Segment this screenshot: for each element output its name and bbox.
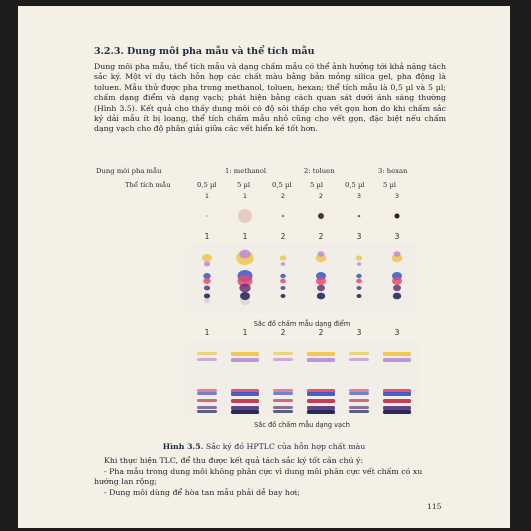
tlc-band-red [349,399,369,402]
spot-plate-caption: Sắc đồ chấm mẫu dạng điểm [253,320,351,328]
lane-number: 3 [394,328,400,337]
tlc-spot-violet [318,251,325,257]
lane-number: 3 [356,328,362,337]
sample-application-dot [395,214,400,219]
tlc-plate-spots [186,243,418,313]
sample-application-dot [358,215,361,218]
tlc-band-blue [231,392,259,396]
volume-label: 0,5 µl [272,181,292,189]
tlc-band-red [197,399,217,402]
lane-number: 2 [280,328,286,337]
tlc-spot-violet [239,250,250,259]
volume-row-label: Thể tích mẫu [125,181,171,189]
tlc-band-orange [273,352,293,355]
tlc-spot-yellow [280,255,287,260]
tlc-band-pink [349,389,369,392]
tlc-band-violet [349,358,369,361]
solvent-hexane-label: 3: hexan [378,167,408,175]
sample-application-dot [206,215,208,217]
tlc-spot-purple [357,286,362,290]
tlc-spot-violet [204,262,210,267]
tlc-band-purple [197,406,217,409]
lane-number: 2 [318,192,324,200]
tlc-band-blue [383,392,411,396]
lane-number: 1 [204,232,210,241]
tlc-spot-navy [357,294,362,298]
lane-number: 3 [394,192,400,200]
tlc-spot-purple [239,284,250,293]
tlc-band-navy [349,410,369,413]
tlc-band-blue [307,392,335,396]
lane-number: 2 [280,192,286,200]
tlc-band-blue [349,392,369,395]
tlc-band-navy [197,410,217,413]
tlc-spot-navy [204,294,210,299]
figure-title: Sắc ký đồ HPTLC của hỗn hợp chất màu [203,442,366,451]
tlc-spot-purple [281,286,286,290]
tlc-spot-purple [317,285,325,291]
lane-number: 3 [394,232,400,241]
lane-number: 1 [242,192,248,200]
tlc-band-red [383,399,411,403]
tlc-spot-purple [393,285,401,291]
note-bullet: - Pha mẫu trong dung môi không phân cực vì dung môi phân cực vết chấm có xu hướng lan rộng; [94,466,423,487]
tlc-band-purple [349,406,369,409]
tlc-spot-pink [280,279,286,284]
tlc-band-blue [197,392,217,395]
tlc-band-violet [273,358,293,361]
tlc-band-navy [231,410,259,414]
tlc-band-pink [197,389,217,392]
notes-intro: Khi thực hiện TLC, để thu được kết quả tách sắc ký tốt cần chú ý: [104,456,364,465]
tlc-band-orange [307,352,335,356]
tlc-spot-pink [392,277,402,285]
tlc-band-red [307,399,335,403]
tlc-spot-violet [394,251,401,257]
lane-number: 3 [356,232,362,241]
solvent-toluene-label: 2: toluen [304,167,335,175]
notes-paragraph [94,456,446,498]
section-heading: 3.2.3. Dung môi pha mẫu và thể tích mẫu [94,46,315,57]
tlc-band-violet [197,358,217,361]
tlc-band-purple [273,406,293,409]
tlc-spot-yellow [356,255,363,260]
tlc-band-pink [273,389,293,392]
tlc-band-orange [197,352,217,355]
tlc-band-blue [273,392,293,395]
volume-label: 0,5 µl [345,181,365,189]
tlc-spot-violet [357,262,362,266]
solvent-row-label: Dung môi pha mẫu [96,167,162,175]
lane-number: 1 [242,232,248,241]
volume-label: 5 µl [383,181,397,189]
tlc-spot-yellow [202,254,212,262]
tlc-band-red [231,399,259,403]
sample-application-dot [238,209,252,223]
volume-label: 5 µl [237,181,251,189]
tlc-spot-violet [281,262,286,266]
tlc-spot-pink [316,277,326,285]
book-page [18,6,510,528]
lane-number: 2 [318,328,324,337]
tlc-band-orange [383,352,411,356]
intro-paragraph: Dung môi pha mẫu, thể tích mẫu và dạng chấm mẫu có thể ảnh hưởng tới khả năng tách sắc ký. Một ví dụ tách hỗn hợp các chất màu bằng bản mỏng silica gel, pha động là toluen. Mẫu thử được pha trong methanol, toluen, hexan; thể tích mẫu là 0,5 µl và 5 µl; chấm dạng điểm và dạng vạch; phát hiện bằng cách quan sát dưới ánh sáng thường (Hình 3.5). Kết quả cho thấy dung môi có độ sôi thấp cho vết gọn hơn do khi chấm sắc ký dải mẫu ít bị loang, thể tích chấm mẫu nhỏ cũng cho vết gọn, đặc biệt nếu chấm dạng vạch cho độ phân giải giữa các vết hiển kề tốt hơn. [94,62,446,134]
lane-number: 1 [204,328,210,337]
tlc-spot-ghost [204,299,210,304]
tlc-band-orange [349,352,369,355]
lane-number: 1 [242,328,248,337]
tlc-band-purple [307,406,335,410]
tlc-spot-navy [317,293,326,300]
lane-number: 1 [204,192,210,200]
tlc-band-purple [231,406,259,410]
page-number: 115 [427,502,442,511]
tlc-spot-blue [356,274,362,278]
lane-number: 2 [318,232,324,241]
tlc-spot-pink [203,278,211,284]
figure-caption [18,442,510,451]
tlc-spot-purple [204,286,210,291]
figure-number: Hình 3.5. [162,442,204,451]
volume-label: 0,5 µl [197,181,217,189]
tlc-band-navy [383,410,411,414]
tlc-band-violet [383,358,411,362]
tlc-band-navy [273,410,293,413]
band-plate-caption: Sắc đồ chấm mẫu dạng vạch [254,421,350,429]
tlc-band-violet [231,358,259,362]
lane-number: 2 [280,232,286,241]
lane-number: 3 [356,192,362,200]
solvent-methanol-label: 1: methanol [225,167,267,175]
tlc-spot-pink [356,279,362,284]
note-bullet: - Dung môi dùng để hòa tan mẫu phải dễ bay hơi; [104,487,300,497]
tlc-spot-navy [393,293,402,300]
tlc-spot-navy [240,292,250,300]
tlc-band-violet [307,358,335,362]
tlc-spot-blue [280,274,286,278]
tlc-band-orange [231,352,259,356]
sample-application-dot [282,215,284,217]
sample-application-dot [318,213,324,219]
volume-label: 5 µl [310,181,324,189]
tlc-band-navy [307,410,335,414]
tlc-band-purple [383,406,411,410]
tlc-band-red [273,399,293,402]
tlc-spot-navy [281,294,286,298]
